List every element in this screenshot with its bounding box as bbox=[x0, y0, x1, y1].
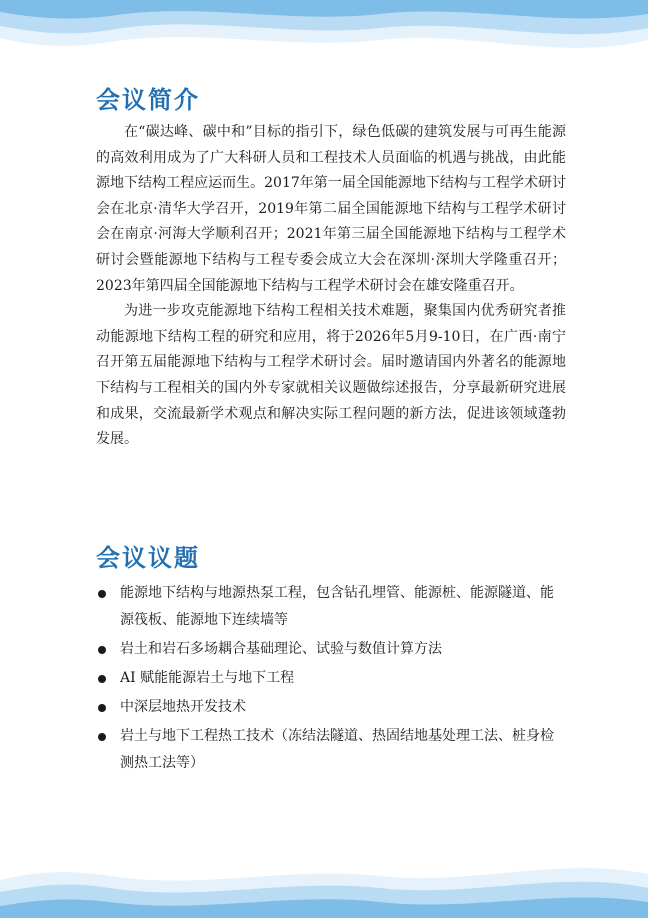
topic-item bbox=[96, 665, 566, 692]
topic-item bbox=[96, 636, 566, 663]
intro-body bbox=[96, 120, 566, 453]
topic-text: 中深层地热开发技术 bbox=[120, 699, 246, 715]
topic-item bbox=[96, 723, 566, 777]
intro-section-title: 会议简介 bbox=[96, 86, 200, 114]
topic-text: 能源地下结构与地源热泵工程，包含钻孔埋管、能源桩、能源隧道、能源筏板、能源地下连续墙等 bbox=[120, 585, 554, 628]
bullet-icon bbox=[98, 590, 106, 598]
bullet-icon bbox=[98, 704, 106, 712]
bullet-icon bbox=[98, 733, 106, 741]
topic-text: 岩土和岩石多场耦合基础理论、试验与数值计算方法 bbox=[120, 641, 442, 657]
topic-text: AI 赋能能源岩土与地下工程 bbox=[120, 670, 295, 686]
topic-item bbox=[96, 694, 566, 721]
intro-paragraph-1: 在“碳达峰、碳中和”目标的指引下，绿色低碳的建筑发展与可再生能源的高效利用成为了广大科研人员和工程技术人员面临的机遇与挑战，由此能源地下结构工程应运而生。2017年第一届全国能源地下结构与工程学术研讨会在北京·清华大学召开，2019年第二届全国能源地下结构与工程学术研讨会在南京·河海大学顺利召开；2021年第三届全国能源地下结构与工程学术研讨会暨能源地下结构与工程专委会成立大会在深圳·深圳大学隆重召开；2023年第四届全国能源地下结构与工程学术研讨会在雄安隆重召开。 bbox=[96, 124, 566, 294]
bottom-wave-decoration bbox=[0, 856, 648, 918]
topic-text: 岩土与地下工程热工技术（冻结法隧道、热固结地基处理工法、桩身检测热工法等） bbox=[120, 728, 554, 771]
intro-paragraph-2: 为进一步攻克能源地下结构工程相关技术难题，聚集国内优秀研究者推动能源地下结构工程的研究和应用，将于2026年5月9-10日，在广西·南宁召开第五届能源地下结构与工程学术研讨会。届时邀请国内外著名的能源地下结构与工程相关的国内外专家就相关议题做综述报告，分享最新研究进展和成果，交流最新学术观点和解决实际工程问题的新方法，促进该领域蓬勃发展。 bbox=[96, 303, 566, 448]
topic-item bbox=[96, 580, 566, 634]
bullet-icon bbox=[98, 675, 106, 683]
bullet-icon bbox=[98, 646, 106, 654]
topics-section-title: 会议议题 bbox=[96, 544, 200, 572]
top-wave-decoration bbox=[0, 0, 648, 62]
topics-list bbox=[96, 580, 566, 779]
